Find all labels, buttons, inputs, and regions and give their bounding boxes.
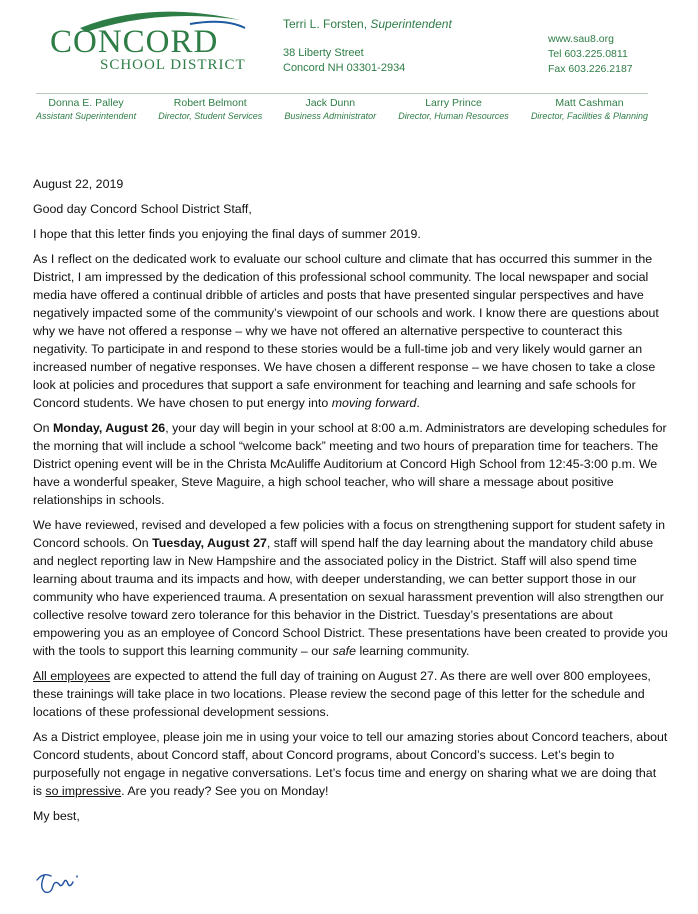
p4-end: learning community. (356, 644, 470, 658)
staff-member (284, 94, 376, 124)
staff-name: Larry Prince (425, 97, 482, 109)
staff-name: Jack Dunn (305, 97, 356, 109)
staff-member (531, 94, 648, 124)
p6-end: . Are you ready? See you on Monday! (121, 784, 329, 798)
letter-closing: My best, (33, 809, 80, 823)
staff-member (158, 94, 262, 124)
logo-name: CONCORD (50, 24, 219, 60)
superintendent (283, 17, 452, 31)
staff-directory (36, 93, 648, 124)
superintendent-name: Terri L. Forsten, (283, 17, 368, 31)
staff-name: Matt Cashman (555, 97, 624, 109)
staff-title: Assistant Superintendent (36, 111, 137, 121)
staff-name: Donna E. Palley (48, 97, 124, 109)
p2-text: As I reflect on the dedicated work to evaluate our school culture and climate that has occurred this summer in the District, I am impressed by the dedication of this professional school community. The local newspaper and social media have offered a continual dribble of articles and posts that have presented singular perspectives and have negatively impacted some of the community’s viewpoint of our schools and work. I know there are questions about why we have not offered a response – why we have not offered an alternative perspective to counteract this negativity. To participate in and respond to these stories would be a full-time job and very likely would garner an increased number of negative responses. We have chosen a different response – we have chosen to take a close look at policies and procedures that support a safe environment for teaching and learning and safe schools for Concord students. We have chosen to put energy into (33, 252, 659, 410)
p6-start: As a District employee, please join me in using your voice to tell our amazing stories about Concord teachers, about Concord students, about Concord staff, about Concord programs, about Concord’s success. Let’s begin to purposefully not engage in negative conversations. Let’s focus time and energy on sharing what we are doing that is (33, 730, 668, 798)
paragraph-4 (33, 516, 668, 660)
letter-greeting: Good day Concord School District Staff, (33, 202, 252, 216)
letter-body (33, 175, 668, 832)
p4-start: We have reviewed, revised and developed a few policies with a focus on strengthening support for student safety in Concord schools. On (33, 518, 666, 550)
staff-member (398, 94, 509, 124)
p5-rest: are expected to attend the full day of training on August 27. As there are well over 800 employees, these trainings will take place in two locations. Please review the second page of this letter for the schedule and locations of these professional development sessions. (33, 669, 651, 719)
logo-subtitle: SCHOOL DISTRICT (100, 57, 246, 73)
fax: Fax 603.226.2187 (548, 63, 633, 75)
address-line1: 38 Liberty Street (283, 47, 364, 59)
p2-end: . (416, 396, 420, 410)
district-logo (40, 6, 250, 80)
website-link[interactable]: www.sau8.org (548, 33, 614, 45)
p3-bold: Monday, August 26 (52, 421, 166, 435)
p4-italic: safe (332, 644, 357, 658)
p2-italic: moving forward (331, 396, 417, 410)
p4-mid: , staff will spend half the day learning about the mandatory child abuse and neglect reporting law in New Hampshire and the associated policy in the District. Staff will also spend time learning about trauma and its impacts and how, with deeper understanding, we can better support those in our community who have experienced trauma. A presentation on sexual harassment prevention will also strengthen our collective resolve toward zero tolerance for this behavior in the District. Tuesday’s presentations are about empowering you as an employee of Concord School District. These presentations have been created to provide you with the tools to support this learning community – our (33, 536, 668, 658)
staff-name: Robert Belmont (173, 97, 247, 109)
p5-underline: All employees (33, 669, 111, 683)
paragraph-2 (33, 250, 668, 412)
paragraph-3 (33, 419, 668, 509)
staff-title: Director, Facilities & Planning (530, 111, 648, 121)
paragraph-6 (33, 728, 668, 800)
telephone: Tel 603.225.0811 (548, 48, 628, 60)
paragraph-5 (33, 667, 668, 721)
p4-bold: Tuesday, August 27 (152, 536, 267, 550)
signature-icon (33, 870, 83, 896)
p6-underline: so impressive (45, 784, 122, 798)
p3-rest: , your day will begin in your school at 8:00 a.m. Administrators are developing schedules for the morning that will include a school “welcome back” meeting and two hours of preparation time for teachers. The District opening event will be in the Christa McAuliffe Auditorium at Concord High School from 12:45-3:00 p.m. We have a wonderful speaker, Steve Maguire, a high school teacher, who will share a message about positive relationships in schools. (33, 421, 667, 507)
staff-title: Business Administrator (284, 111, 377, 121)
staff-title: Director, Student Services (158, 111, 263, 121)
paragraph-1: I hope that this letter finds you enjoying the final days of summer 2019. (33, 227, 421, 241)
staff-member (36, 94, 136, 124)
staff-title: Director, Human Resources (398, 111, 509, 121)
signature (33, 870, 83, 896)
letter-date: August 22, 2019 (33, 177, 124, 191)
superintendent-title: Superintendent (370, 17, 452, 31)
address-line2: Concord NH 03301-2934 (283, 62, 406, 74)
p3-start: On (33, 421, 53, 435)
